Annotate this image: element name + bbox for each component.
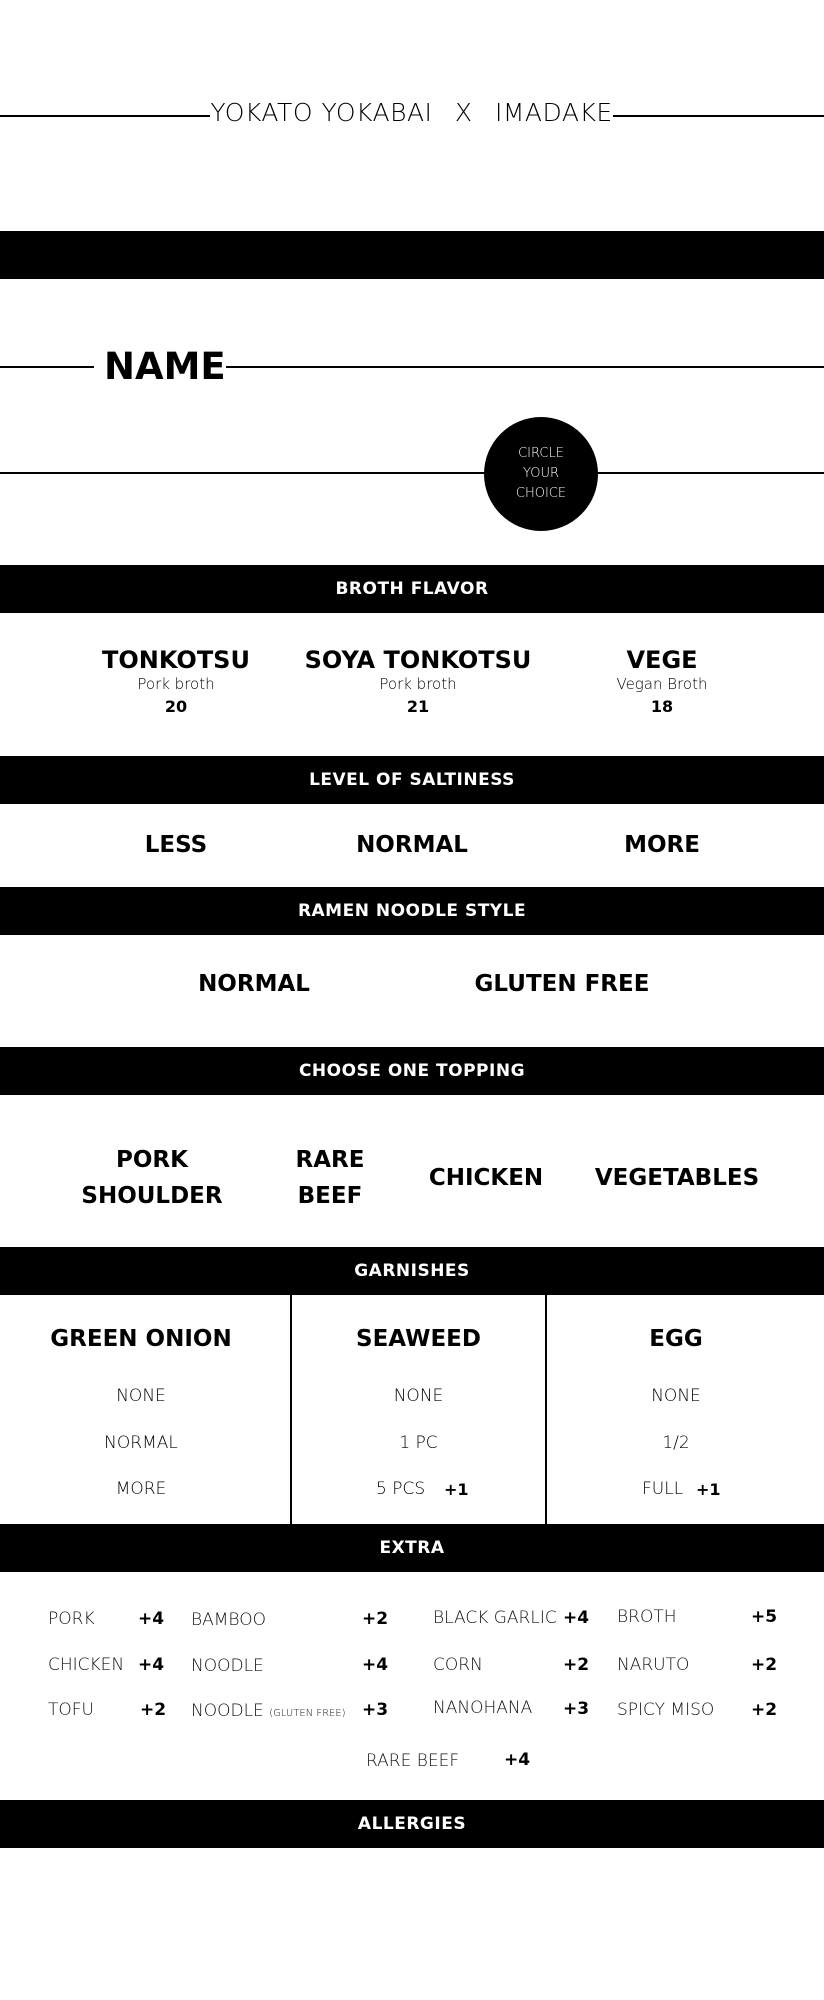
section-garnishes: GARNISHES bbox=[0, 1247, 824, 1295]
header-right-brand: IMADAKE bbox=[494, 98, 613, 127]
garnish-title-seaweed: SEAWEED bbox=[356, 1326, 481, 1352]
broth-price: 21 bbox=[406, 697, 430, 716]
extra-price: +2 bbox=[563, 1655, 590, 1675]
garnish-option[interactable]: 5 PCS bbox=[376, 1479, 426, 1499]
header-x: X bbox=[454, 98, 473, 127]
extra-price: +4 bbox=[504, 1750, 531, 1770]
topping-line-1: PORK bbox=[116, 1147, 188, 1173]
name-rule-left bbox=[0, 366, 94, 368]
extra-item-noodle-gluten-free[interactable] bbox=[191, 1701, 346, 1721]
extra-item-tofu[interactable]: TOFU bbox=[48, 1700, 94, 1720]
section-allergies: ALLERGIES bbox=[0, 1800, 824, 1848]
extra-item-corn[interactable]: CORN bbox=[433, 1655, 483, 1675]
topping-option-pork-shoulder[interactable] bbox=[62, 1142, 242, 1214]
extra-item-pork[interactable]: PORK bbox=[48, 1609, 95, 1629]
topping-line-2: BEEF bbox=[297, 1183, 363, 1209]
broth-name: SOYA TONKOTSU bbox=[304, 646, 532, 674]
noodle-option-normal[interactable]: NORMAL bbox=[198, 971, 310, 997]
garnish-option[interactable]: 1/2 bbox=[662, 1433, 690, 1453]
extra-price: +3 bbox=[563, 1699, 590, 1719]
extra-price: +2 bbox=[140, 1700, 167, 1720]
noodle-option-gluten-free[interactable]: GLUTEN FREE bbox=[474, 971, 650, 997]
garnish-option[interactable]: NONE bbox=[651, 1386, 701, 1406]
broth-option-tonkotsu[interactable] bbox=[76, 646, 276, 720]
extra-item-nanohana[interactable]: NANOHANA bbox=[433, 1698, 533, 1718]
extra-item-bamboo[interactable]: BAMBOO bbox=[191, 1610, 267, 1630]
broth-name: VEGE bbox=[626, 646, 698, 674]
extra-item-note: (GLUTEN FREE) bbox=[269, 1708, 346, 1719]
garnish-extra-price: +1 bbox=[444, 1480, 469, 1499]
header-title bbox=[210, 98, 613, 127]
broth-desc: Vegan Broth bbox=[616, 675, 708, 693]
extra-price: +4 bbox=[362, 1655, 389, 1675]
garnish-title-green-onion: GREEN ONION bbox=[50, 1326, 232, 1352]
garnish-option[interactable]: NORMAL bbox=[104, 1433, 178, 1453]
topping-option-chicken[interactable]: CHICKEN bbox=[428, 1165, 544, 1191]
circle-line-1: CIRCLE bbox=[518, 446, 564, 461]
extra-price: +2 bbox=[362, 1609, 389, 1629]
extra-price: +2 bbox=[751, 1655, 778, 1675]
garnish-extra-price: +1 bbox=[696, 1480, 721, 1499]
garnish-option[interactable]: FULL bbox=[642, 1479, 684, 1499]
circle-line-3: CHOICE bbox=[515, 486, 567, 501]
circle-your-choice-badge bbox=[484, 417, 598, 531]
broth-desc: Pork broth bbox=[137, 675, 215, 693]
circle-line-2: YOUR bbox=[522, 466, 559, 481]
saltiness-option-normal[interactable]: NORMAL bbox=[356, 832, 468, 858]
topping-line-2: SHOULDER bbox=[81, 1183, 223, 1209]
extra-item-black-garlic[interactable]: BLACK GARLIC bbox=[433, 1608, 557, 1628]
name-rule-right[interactable] bbox=[226, 366, 824, 368]
garnish-option[interactable]: NONE bbox=[393, 1386, 444, 1406]
extra-item-rare-beef[interactable]: RARE BEEF bbox=[366, 1751, 460, 1771]
garnish-option[interactable]: MORE bbox=[115, 1479, 167, 1499]
topping-line-1: RARE bbox=[295, 1147, 365, 1173]
extra-item-chicken[interactable]: CHICKEN bbox=[48, 1655, 125, 1675]
topping-option-vegetables[interactable]: VEGETABLES bbox=[594, 1165, 760, 1191]
broth-name: TONKOTSU bbox=[102, 646, 250, 674]
section-broth-flavor: BROTH FLAVOR bbox=[0, 565, 824, 613]
section-level-of-saltiness: LEVEL OF SALTINESS bbox=[0, 756, 824, 804]
broth-price: 18 bbox=[650, 697, 674, 716]
name-label: NAME bbox=[104, 345, 226, 388]
saltiness-option-less[interactable]: LESS bbox=[144, 832, 208, 858]
garnish-option[interactable]: 1 PC bbox=[399, 1433, 438, 1453]
header-left-brand: YOKATO YOKABAI bbox=[210, 98, 433, 127]
section-choose-one-topping: CHOOSE ONE TOPPING bbox=[0, 1047, 824, 1095]
extra-item-noodle[interactable]: NOODLE bbox=[191, 1656, 264, 1676]
header-rule-left bbox=[0, 115, 210, 117]
broth-desc: Pork broth bbox=[379, 675, 457, 693]
extra-item-naruto[interactable]: NARUTO bbox=[617, 1655, 690, 1675]
extra-item-spicy-miso[interactable]: SPICY MISO bbox=[617, 1700, 715, 1720]
section-ramen-noodle-style: RAMEN NOODLE STYLE bbox=[0, 887, 824, 935]
section-extra: EXTRA bbox=[0, 1524, 824, 1572]
extra-price: +3 bbox=[362, 1700, 389, 1720]
extra-price: +4 bbox=[563, 1608, 590, 1628]
circle-rule bbox=[0, 472, 824, 474]
topping-option-rare-beef[interactable] bbox=[270, 1142, 390, 1214]
garnish-title-egg: EGG bbox=[649, 1326, 703, 1352]
extra-item-name: NOODLE bbox=[191, 1701, 264, 1721]
broth-option-vege[interactable] bbox=[562, 646, 762, 720]
top-black-band bbox=[0, 231, 824, 279]
extra-price: +4 bbox=[138, 1655, 165, 1675]
garnish-option[interactable]: NONE bbox=[116, 1386, 166, 1406]
extra-item-broth[interactable]: BROTH bbox=[617, 1607, 677, 1627]
extra-price: +2 bbox=[751, 1700, 778, 1720]
extra-price: +4 bbox=[138, 1609, 165, 1629]
header-rule-right bbox=[613, 115, 824, 117]
broth-price: 20 bbox=[164, 697, 188, 716]
broth-option-soya-tonkotsu[interactable] bbox=[298, 646, 538, 720]
saltiness-option-more[interactable]: MORE bbox=[624, 832, 700, 858]
allergies-write-area[interactable] bbox=[0, 1848, 824, 2000]
extra-price: +5 bbox=[751, 1607, 778, 1627]
